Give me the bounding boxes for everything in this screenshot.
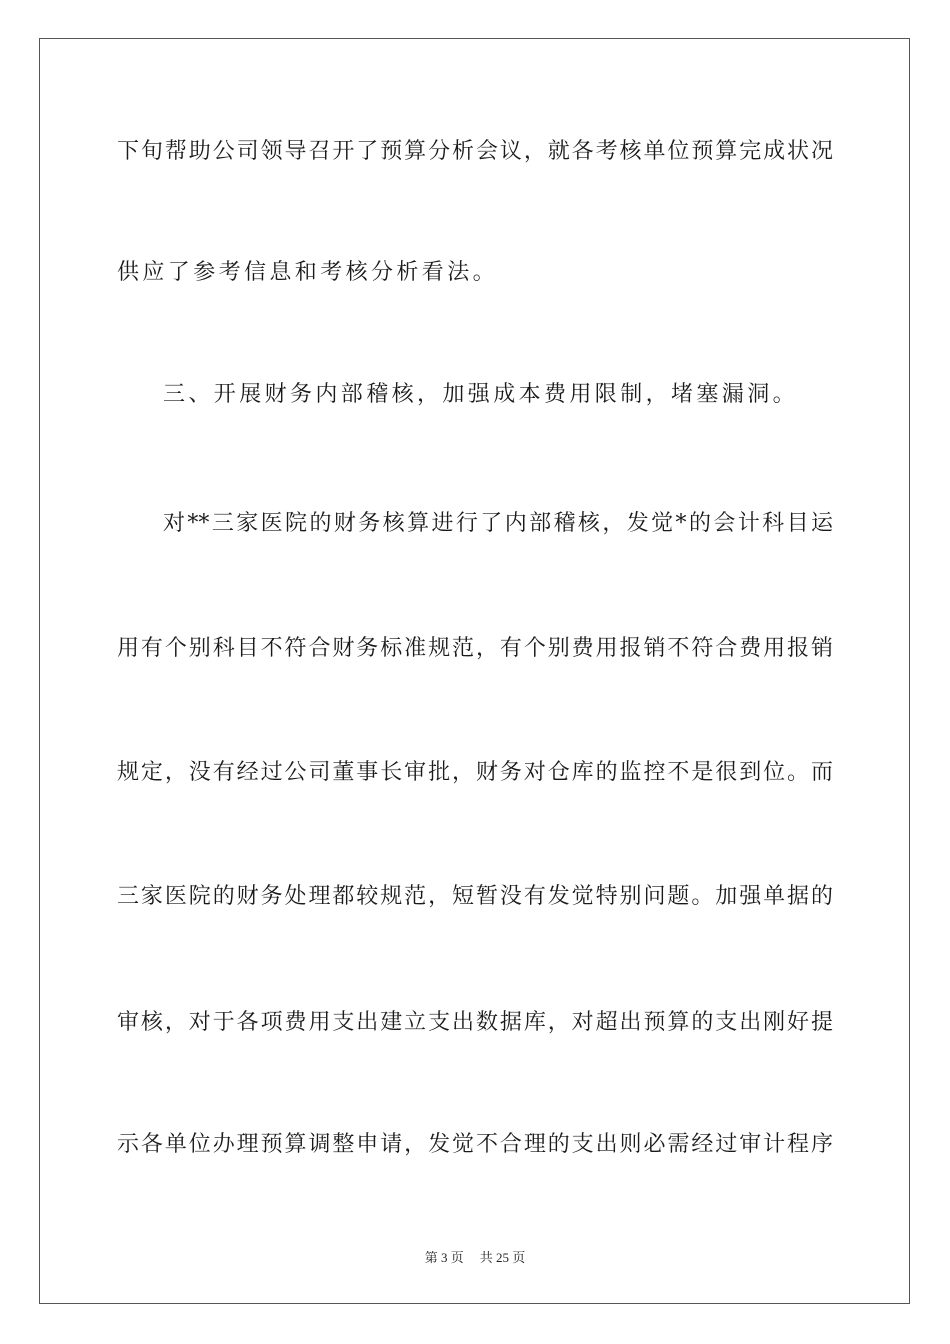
text-line-6: 规定，没有经过公司董事长审批，财务对仓库的监控不是很到位。而 [117,760,833,785]
text-line-8: 审核，对于各项费用支出建立支出数据库，对超出预算的支出刚好提 [117,1010,833,1035]
page-footer [0,1247,950,1266]
page-border [39,38,910,1304]
text-line-9: 示各单位办理预算调整申请，发觉不合理的支出则必需经过审计程序 [117,1132,833,1157]
page-number: 第 3 页 [424,1250,464,1265]
text-line-2: 供应了参考信息和考核分析看法。 [117,260,499,285]
text-line-1: 下旬帮助公司领导召开了预算分析会议，就各考核单位预算完成状况 [117,139,833,164]
text-line-7: 三家医院的财务处理都较规范，短暂没有发觉特别问题。加强单据的 [117,884,833,909]
page-total: 共 25 页 [479,1250,526,1265]
text-line-5: 用有个别科目不符合财务标准规范，有个别费用报销不符合费用报销 [117,636,833,661]
text-line-4: 对**三家医院的财务核算进行了内部稽核，发觉*的会计科目运 [163,511,833,536]
section-heading-3: 三、开展财务内部稽核，加强成本费用限制，堵塞漏洞。 [163,382,799,407]
